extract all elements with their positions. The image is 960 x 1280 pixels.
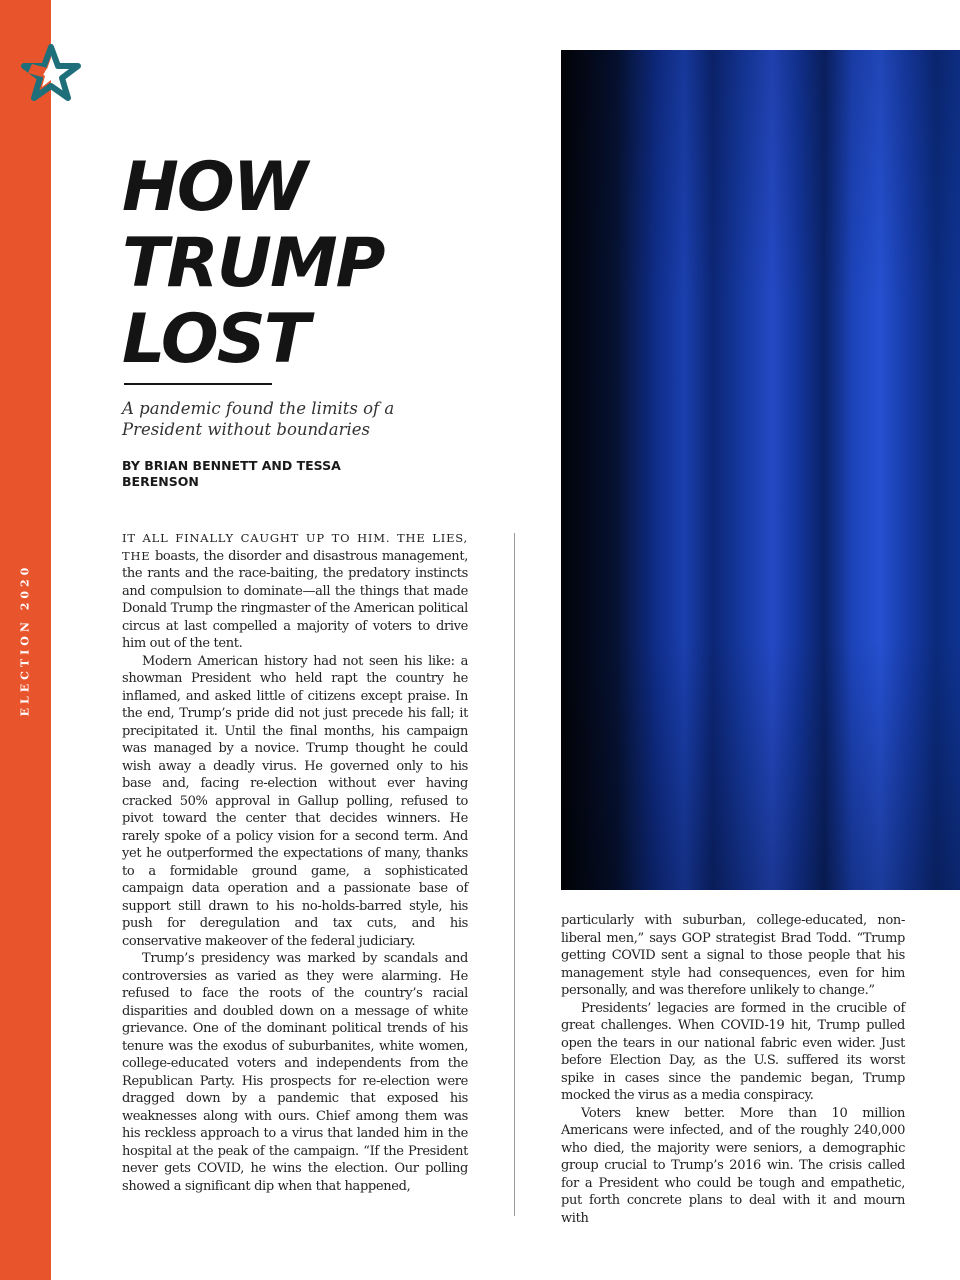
section-sidebar <box>0 0 51 1280</box>
section-label: ELECTION 2020 <box>18 563 32 717</box>
headline-line: LOST <box>122 300 309 379</box>
paragraph-text: boasts, the disorder and disastrous management, the rants and the race-baiting, the predatory instincts and compulsion to dominate—all the things that made Donald Trump the ringmaster of the American political circus at last compelled a majority of voters to drive him out of the tent. <box>122 548 468 651</box>
photo-shading <box>561 50 960 890</box>
star-logo-icon <box>20 44 82 106</box>
article-paragraph: Trump’s presidency was marked by scandals and controversies as varied as they were alarming. He refused to face the roots of the country’s racial disparities and doubled down on a message of white grievance. One of the dominant political trends of his tenure was the exodus of suburbanites, white women, college-educated voters and independents from the Republican Party. His prospects for re-election were dragged down by a pandemic that exposed his weaknesses along with ours. Chief among them was his reckless approach to a virus that landed him in the hospital at the peak of the campaign. “If the President never gets COVID, he wins the election. Our polling showed a significant dip when that happened, <box>122 951 468 1194</box>
headline-divider <box>124 383 272 385</box>
article-paragraph <box>122 530 468 653</box>
headline-line: HOW <box>122 148 306 227</box>
article-column-1 <box>122 530 468 1195</box>
column-divider <box>514 533 515 1216</box>
lead-in: IT ALL FINALLY CAUGHT UP TO HIM. THE LIES, THE <box>122 531 468 563</box>
subheadline: A pandemic found the limits of a President without boundaries <box>122 399 395 439</box>
article-paragraph: Presidents’ legacies are formed in the crucible of great challenges. When COVID-19 hit, Trump pulled open the tears in our national fabric even wider. Just before Election Day, as the U.S. suffered its worst spike in cases since the pandemic began, Trump mocked the virus as a media conspiracy. <box>561 1000 905 1103</box>
article-paragraph: Voters knew better. More than 10 million Americans were infected, and of the roughly 240,000 who died, the majority were seniors, a demographic group crucial to Trump’s 2016 win. The crisis called for a President who could be tough and empathetic, put forth concrete plans to deal with it and mourn with <box>561 1105 905 1226</box>
article-column-2 <box>561 912 905 1227</box>
byline: BY BRIAN BENNETT AND TESSA BERENSON <box>122 458 341 489</box>
article-paragraph: particularly with suburban, college-educated, non-liberal men,” says GOP strategist Brad Todd. “Trump getting COVID sent a signal to those people that his management style had consequences, even for him personally, and was therefore unlikely to change.” <box>561 913 905 998</box>
headline-line: TRUMP <box>122 224 384 303</box>
headline <box>122 150 502 378</box>
curtain-photo <box>561 50 960 890</box>
article-paragraph: Modern American history had not seen his like: a showman President who held rapt the country he inflamed, and asked little of citizens except praise. In the end, Trump’s pride did not just precede his fall; it precipitated it. Until the final months, his campaign was managed by a novice. Trump thought he could wish away a deadly virus. He governed only to his base and, facing re-election without ever having cracked 50% approval in Gallup polling, refused to pivot toward the center that decides winners. He rarely spoke of a policy vision for a second term. And yet he outperformed the expectations of many, thanks to a formidable ground game, a sophisticated campaign data operation and a passionate base of support still drawn to his no-holds-barred style, his push for deregulation and tax cuts, and his conservative makeover of the federal judiciary. <box>122 653 468 949</box>
